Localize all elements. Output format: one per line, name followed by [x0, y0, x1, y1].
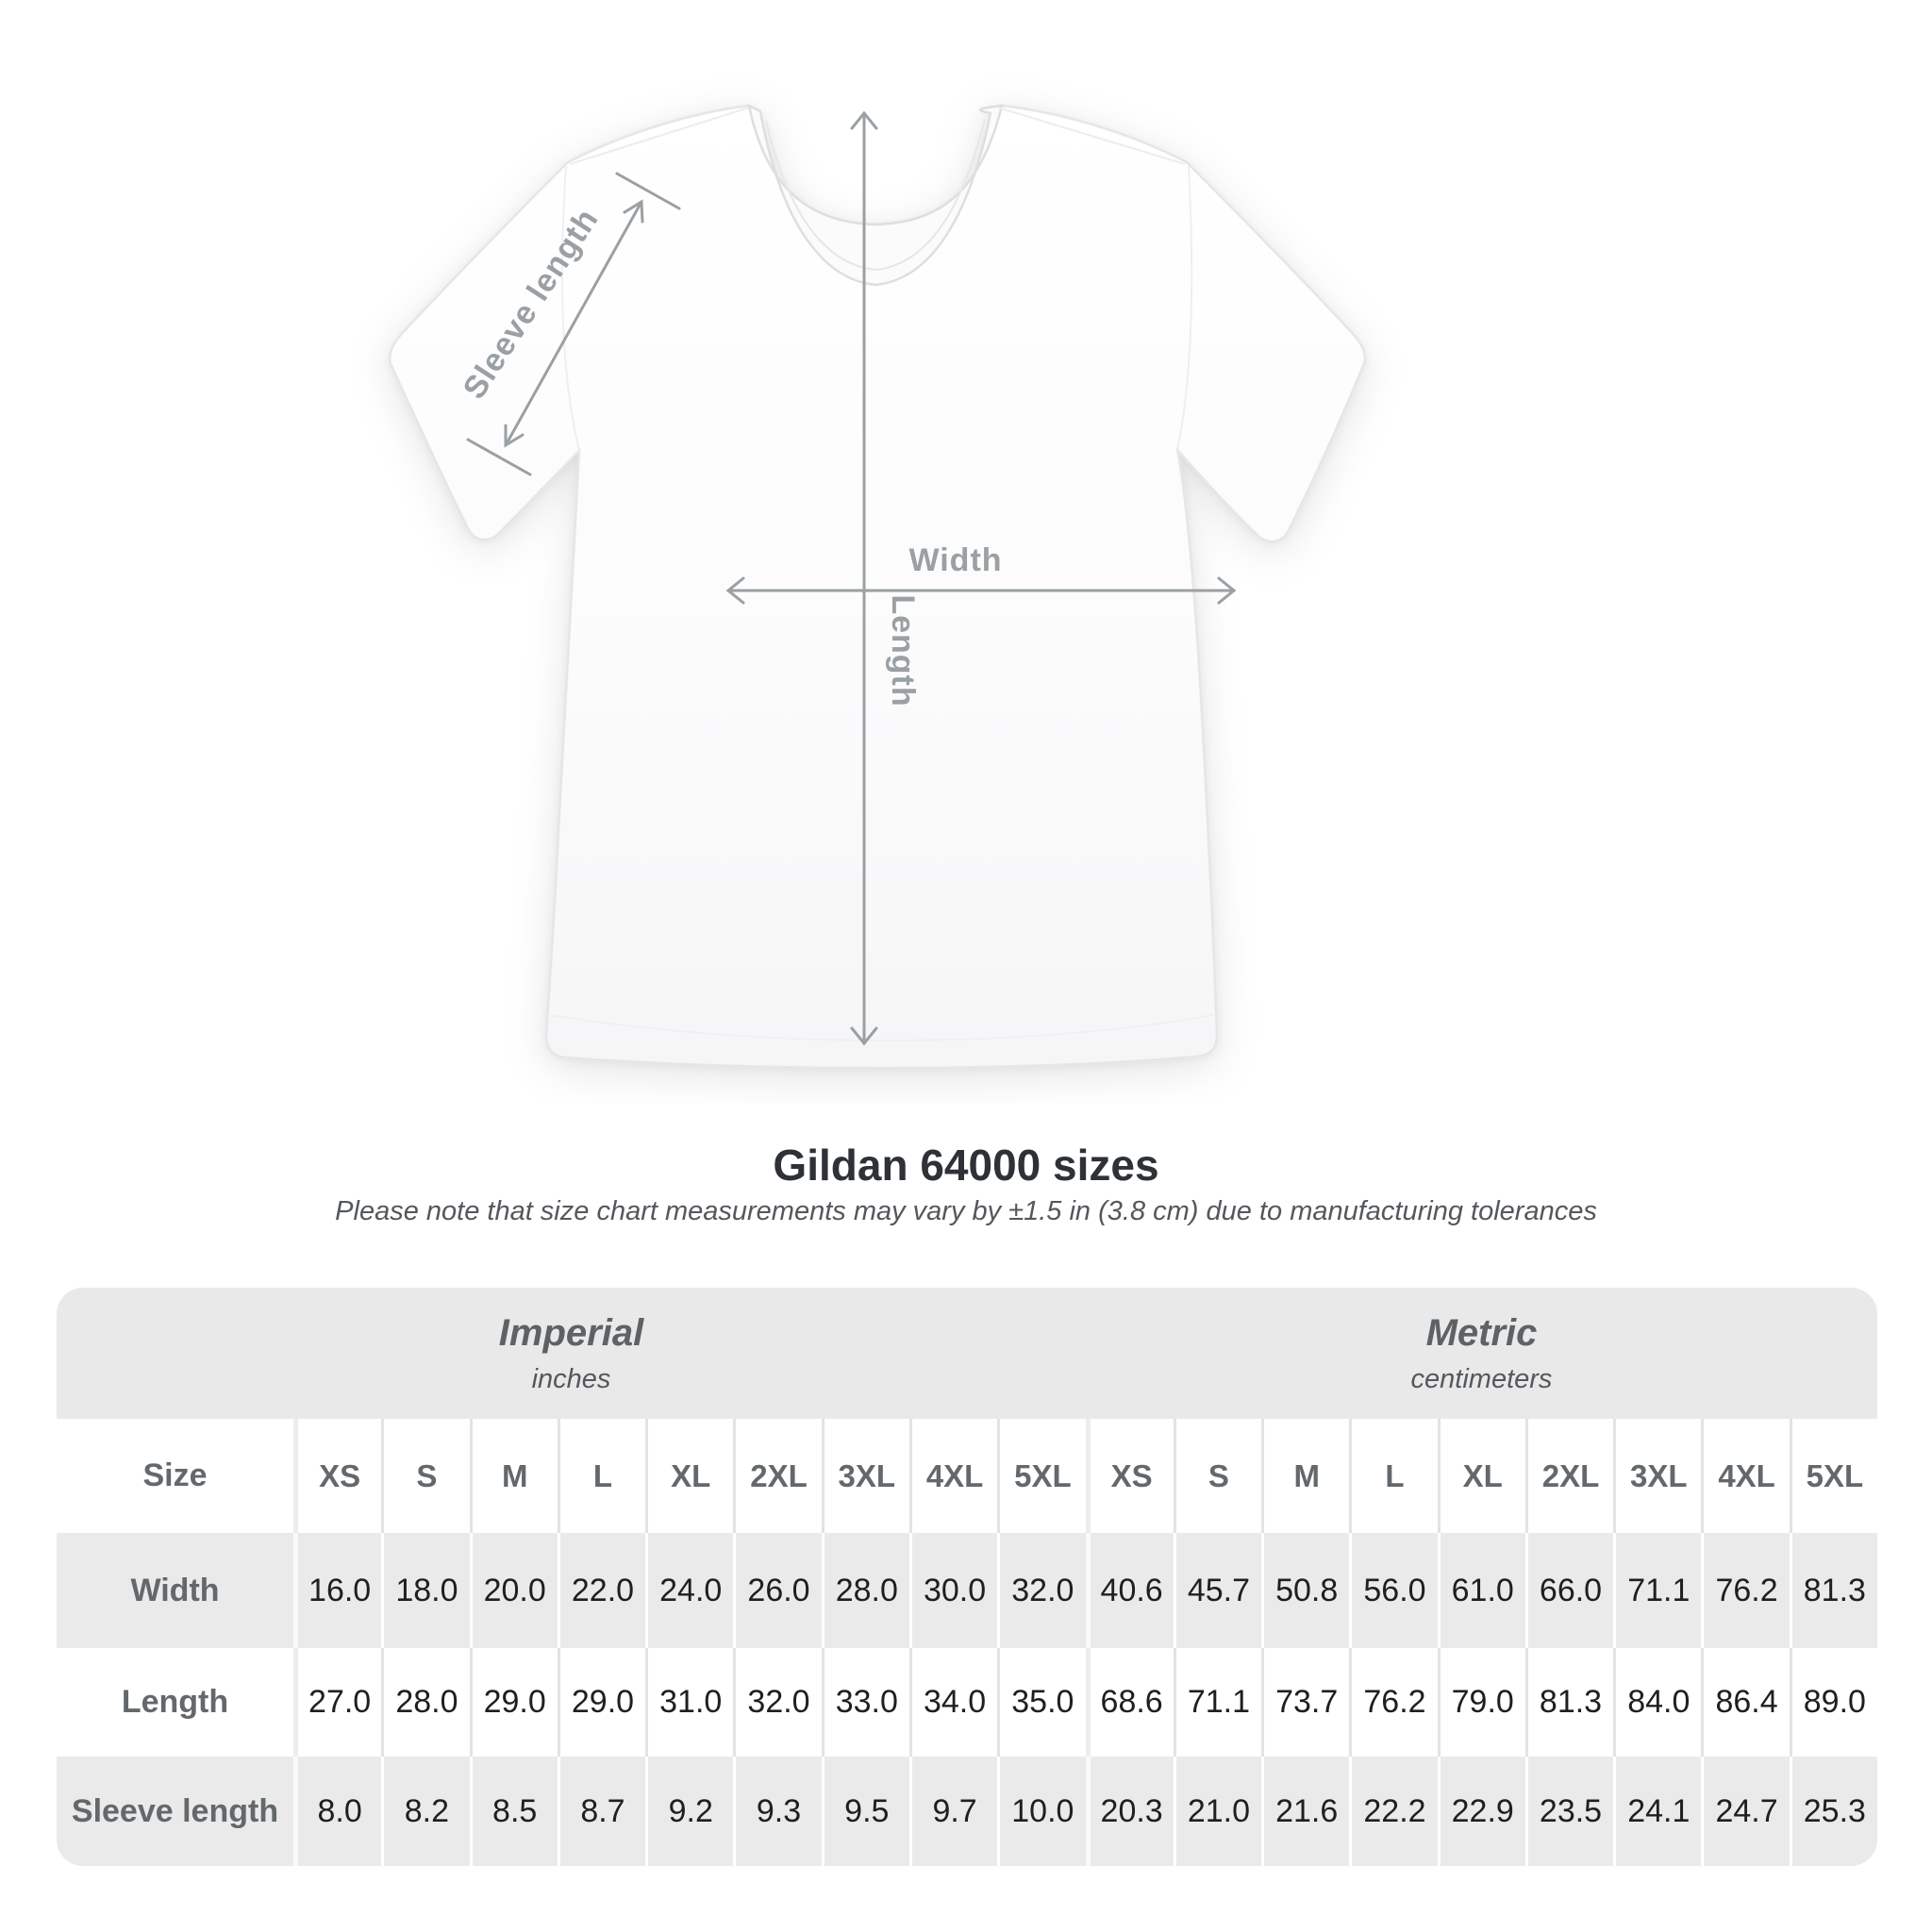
value-cell: 20.0 [470, 1533, 558, 1648]
value-cell: 18.0 [381, 1533, 469, 1648]
value-cell: 32.0 [733, 1648, 821, 1757]
size-header-cell: 3XL [822, 1419, 909, 1533]
size-column-header: Size [142, 1457, 208, 1493]
value-cell: 71.1 [1174, 1648, 1261, 1757]
length-label: Length [885, 594, 921, 708]
value-cell: 27.0 [293, 1648, 381, 1757]
tshirt-image [390, 106, 1365, 1068]
value-cell: 81.3 [1525, 1648, 1613, 1757]
value-cell: 79.0 [1438, 1648, 1525, 1757]
value-cell: 86.4 [1701, 1648, 1789, 1757]
value-cell: 9.2 [645, 1757, 733, 1866]
size-header-cell: L [558, 1419, 645, 1533]
value-cell: 22.0 [558, 1533, 645, 1648]
length-row [57, 1648, 1877, 1757]
value-cell: 23.5 [1525, 1757, 1613, 1866]
value-cell: 20.3 [1086, 1757, 1174, 1866]
value-cell: 29.0 [470, 1648, 558, 1757]
value-cell: 16.0 [293, 1533, 381, 1648]
value-cell: 9.5 [822, 1757, 909, 1866]
width-label: Width [908, 542, 1003, 578]
value-cell: 31.0 [645, 1648, 733, 1757]
value-cell: 24.1 [1613, 1757, 1701, 1866]
size-header-cell: XL [645, 1419, 733, 1533]
value-cell: 76.2 [1349, 1648, 1437, 1757]
value-cell: 30.0 [909, 1533, 997, 1648]
metric-unit: centimeters [1410, 1363, 1553, 1394]
value-cell: 25.3 [1790, 1757, 1877, 1866]
tolerance-note: Please note that size chart measurements may vary by ±1.5 in (3.8 cm) due to manufacturing tolerances [335, 1196, 1597, 1226]
table-rows [57, 1419, 1877, 1866]
size-header-cell: M [470, 1419, 558, 1533]
value-cell: 28.0 [381, 1648, 469, 1757]
size-header-cell: 4XL [1701, 1419, 1789, 1533]
value-cell: 21.0 [1174, 1757, 1261, 1866]
value-cell: 9.7 [909, 1757, 997, 1866]
value-cell: 22.9 [1438, 1757, 1525, 1866]
size-table [57, 1288, 1877, 1866]
size-header-cell: XL [1438, 1419, 1525, 1533]
size-header-row [57, 1419, 1877, 1533]
value-cell: 71.1 [1613, 1533, 1701, 1648]
value-cell: 24.0 [645, 1533, 733, 1648]
value-cell: 76.2 [1701, 1533, 1789, 1648]
value-cell: 8.0 [293, 1757, 381, 1866]
value-cell: 50.8 [1261, 1533, 1349, 1648]
page-title: Gildan 64000 sizes [773, 1141, 1159, 1190]
size-header-cell: L [1349, 1419, 1437, 1533]
value-cell: 26.0 [733, 1533, 821, 1648]
imperial-unit: inches [531, 1363, 611, 1394]
value-cell: 29.0 [558, 1648, 645, 1757]
imperial-title: Imperial [498, 1311, 644, 1354]
value-cell: 9.3 [733, 1757, 821, 1866]
sleeve-length-label: Sleeve length [456, 202, 606, 406]
value-cell: 32.0 [997, 1533, 1085, 1648]
value-cell: 61.0 [1438, 1533, 1525, 1648]
value-cell: 22.2 [1349, 1757, 1437, 1866]
size-header-cell: S [1174, 1419, 1261, 1533]
row-label: Width [130, 1572, 220, 1608]
value-cell: 34.0 [909, 1648, 997, 1757]
value-cell: 28.0 [822, 1533, 909, 1648]
size-header-cell: XS [1086, 1419, 1174, 1533]
unit-header-band [57, 1288, 1877, 1419]
size-header-cell: XS [293, 1419, 381, 1533]
value-cell: 8.5 [470, 1757, 558, 1866]
row-label: Sleeve length [71, 1792, 279, 1829]
value-cell: 84.0 [1613, 1648, 1701, 1757]
value-cell: 10.0 [997, 1757, 1085, 1866]
value-cell: 81.3 [1790, 1533, 1877, 1648]
value-cell: 45.7 [1174, 1533, 1261, 1648]
size-header-cell: 5XL [1790, 1419, 1877, 1533]
value-cell: 56.0 [1349, 1533, 1437, 1648]
value-cell: 73.7 [1261, 1648, 1349, 1757]
value-cell: 40.6 [1086, 1533, 1174, 1648]
value-cell: 66.0 [1525, 1533, 1613, 1648]
size-header-cell: 2XL [1525, 1419, 1613, 1533]
row-label: Length [121, 1684, 229, 1720]
value-cell: 24.7 [1701, 1757, 1789, 1866]
value-cell: 33.0 [822, 1648, 909, 1757]
size-header-cell: S [381, 1419, 469, 1533]
size-header-cell: 2XL [733, 1419, 821, 1533]
value-cell: 21.6 [1261, 1757, 1349, 1866]
metric-title: Metric [1425, 1311, 1538, 1354]
size-header-cell: 3XL [1613, 1419, 1701, 1533]
value-cell: 68.6 [1086, 1648, 1174, 1757]
size-header-cell: 4XL [909, 1419, 997, 1533]
value-cell: 35.0 [997, 1648, 1085, 1757]
size-header-cell: 5XL [997, 1419, 1085, 1533]
value-cell: 89.0 [1790, 1648, 1877, 1757]
width-row [57, 1533, 1877, 1648]
metric-header [1086, 1288, 1877, 1419]
value-cell: 8.2 [381, 1757, 469, 1866]
size-header-cell: M [1261, 1419, 1349, 1533]
imperial-header [57, 1288, 1086, 1419]
value-cell: 8.7 [558, 1757, 645, 1866]
sleeve-length-row [57, 1757, 1877, 1866]
